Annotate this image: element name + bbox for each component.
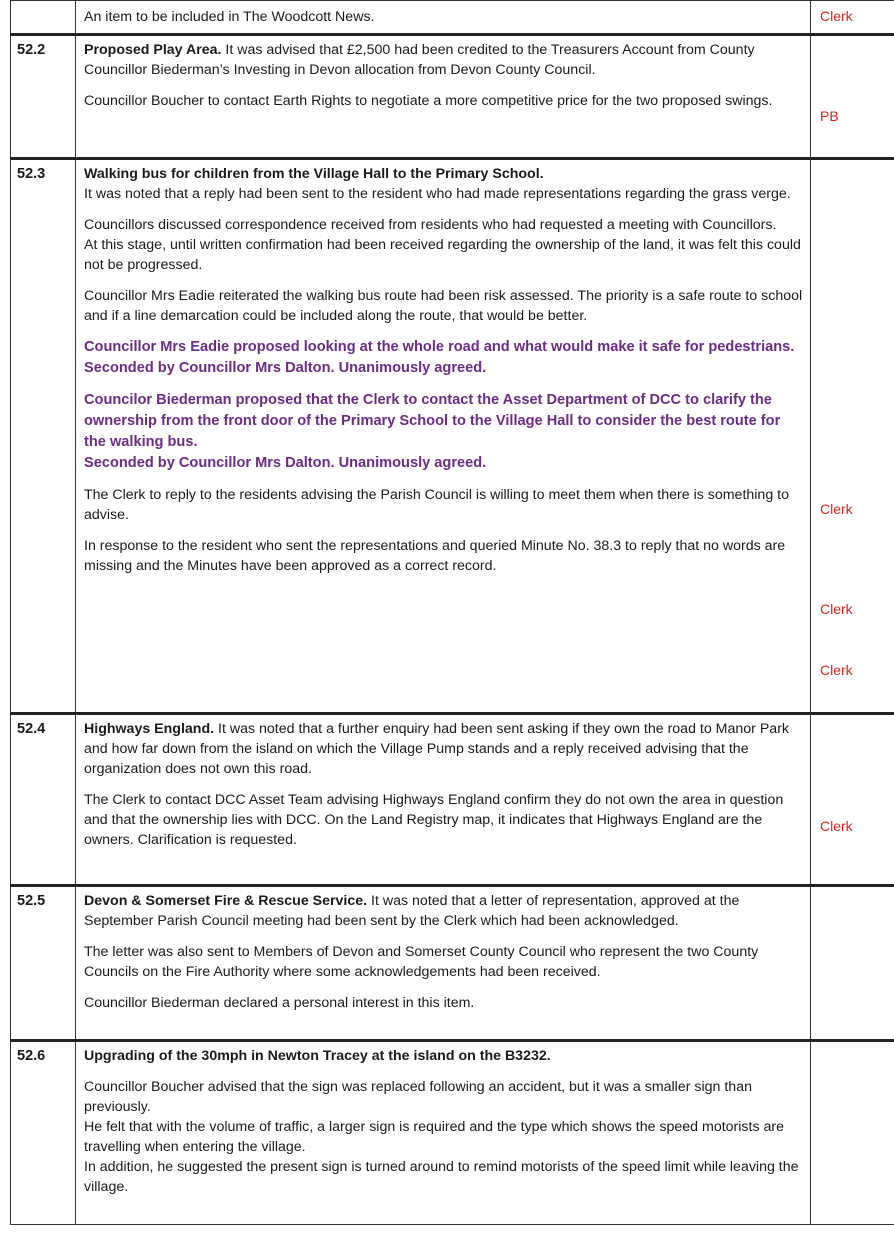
minute-number: 52.3 — [11, 159, 76, 714]
minute-body — [76, 1, 811, 35]
action-cell — [811, 886, 894, 1041]
minute-text: The Clerk to reply to the residents advising the Parish Council is willing to meet them when there is something to advise. — [84, 487, 789, 523]
minute-heading: Devon & Somerset Fire & Rescue Service. — [84, 893, 368, 909]
minute-text: Councillors discussed correspondence received from residents who had requested a meeting with Councillors. — [84, 217, 777, 233]
action-cell — [811, 159, 894, 714]
minute-text: It was advised that £2,500 had been credited to the Treasurers Account from County Councillor Biederman’s Investing in Devon allocation from Devon County Council. — [84, 42, 755, 78]
minute-heading: Highways England. — [84, 721, 215, 737]
minute-text: At this stage, until written confirmation had been received regarding the ownership of the land, it was felt this could not be progressed. — [84, 237, 801, 273]
minute-paragraph — [84, 719, 804, 779]
minute-text: It was noted that a letter of representation, approved at the September Parish Council meeting had been sent by the Clerk which had been acknowledged. — [84, 893, 740, 929]
minutes-table — [10, 0, 894, 1225]
minute-number: 52.5 — [11, 886, 76, 1041]
minute-text: He felt that with the volume of traffic, a larger sign is required and the type which shows the speed motorists are travelling when entering the village. — [84, 1119, 785, 1155]
minute-text: The Clerk to contact DCC Asset Team advising Highways England confirm they do not own the area in question and that the ownership lies with DCC. On the Land Registry map, it indicates that Highways England are the owners. Clarification is requested. — [84, 792, 784, 848]
motion-proposal: Councillor Mrs Eadie proposed looking at the whole road and what would make it safe for pedestrians. — [84, 339, 795, 355]
minute-paragraph — [84, 40, 804, 80]
minute-text: An item to be included in The Woodcott News. — [84, 9, 375, 25]
motion-block — [84, 390, 804, 474]
minute-text: It was noted that a further enquiry had been sent asking if they own the road to Manor Park and how far down from the island on which the Village Pump stands and a reply received advising that the organization does not own this road. — [84, 721, 790, 777]
minute-heading: Walking bus for children from the Village Hall to the Primary School. — [84, 166, 544, 182]
minute-paragraph — [84, 1077, 804, 1197]
minute-row-52-3 — [11, 159, 894, 714]
minute-number: 52.6 — [11, 1041, 76, 1225]
minute-body — [76, 35, 811, 159]
minute-heading-text: Upgrading of the 30mph in Newton Tracey at the island on the B3232. — [84, 1048, 551, 1064]
motion-proposal: Councilor Biederman proposed that the Clerk to contact the Asset Department of DCC to clarify the ownership from the front door of the Primary School to the Village Hall to consider the best route for the walking bus. — [84, 392, 781, 450]
minute-paragraph — [84, 215, 804, 275]
action-cell — [811, 1041, 894, 1225]
minute-body — [76, 1041, 811, 1225]
action-cell — [811, 35, 894, 159]
motion-seconded: Seconded by Councillor Mrs Dalton. Unanimously agreed. — [84, 360, 487, 376]
minute-body — [76, 714, 811, 886]
minute-paragraph — [84, 891, 804, 931]
action-owner: PB — [820, 108, 839, 124]
action-owner: Clerk — [820, 601, 853, 617]
minute-text: Councillor Mrs Eadie reiterated the walking bus route had been risk assessed. The priority is a safe route to school and if a line demarcation could be included along the route, that would be better. — [84, 288, 803, 324]
action-cell — [811, 714, 894, 886]
minute-row-52-2 — [11, 35, 894, 159]
action-owner: Clerk — [820, 662, 853, 678]
action-owner: Clerk — [820, 501, 853, 517]
minute-row-52-4 — [11, 714, 894, 886]
minute-paragraph — [84, 164, 804, 204]
minute-text: It was noted that a reply had been sent to the resident who had made representations regarding the grass verge. — [84, 186, 791, 202]
minutes-page — [10, 0, 890, 1225]
minute-text: The letter was also sent to Members of Devon and Somerset County Council who represent the two County Councils on the Fire Authority where some acknowledgements had been received. — [84, 944, 759, 980]
motion-block — [84, 337, 804, 379]
minute-number: 52.2 — [11, 35, 76, 159]
minute-text: Councillor Boucher advised that the sign was replaced following an accident, but it was a smaller sign than previously. — [84, 1079, 752, 1115]
action-owner: Clerk — [820, 8, 853, 24]
minute-heading: Proposed Play Area. — [84, 42, 222, 58]
minute-text: In response to the resident who sent the representations and queried Minute No. 38.3 to reply that no words are missing and the Minutes have been approved as a correct record. — [84, 538, 786, 574]
action-cell — [811, 1, 894, 35]
motion-seconded: Seconded by Councillor Mrs Dalton. Unanimously agreed. — [84, 455, 487, 471]
minute-body — [76, 886, 811, 1041]
minute-number: 52.4 — [11, 714, 76, 886]
minute-number — [11, 1, 76, 35]
minute-text: Councillor Boucher to contact Earth Rights to negotiate a more competitive price for the two proposed swings. — [84, 93, 773, 109]
action-owner: Clerk — [820, 818, 853, 834]
minute-heading — [84, 1046, 804, 1066]
minute-text: In addition, he suggested the present sign is turned around to remind motorists of the speed limit while leaving the village. — [84, 1159, 799, 1195]
minute-row-52-6 — [11, 1041, 894, 1225]
minute-text: Councillor Biederman declared a personal interest in this item. — [84, 995, 475, 1011]
minute-row-52-5 — [11, 886, 894, 1041]
minute-row-woodcott-news — [11, 1, 894, 35]
minute-body — [76, 159, 811, 714]
